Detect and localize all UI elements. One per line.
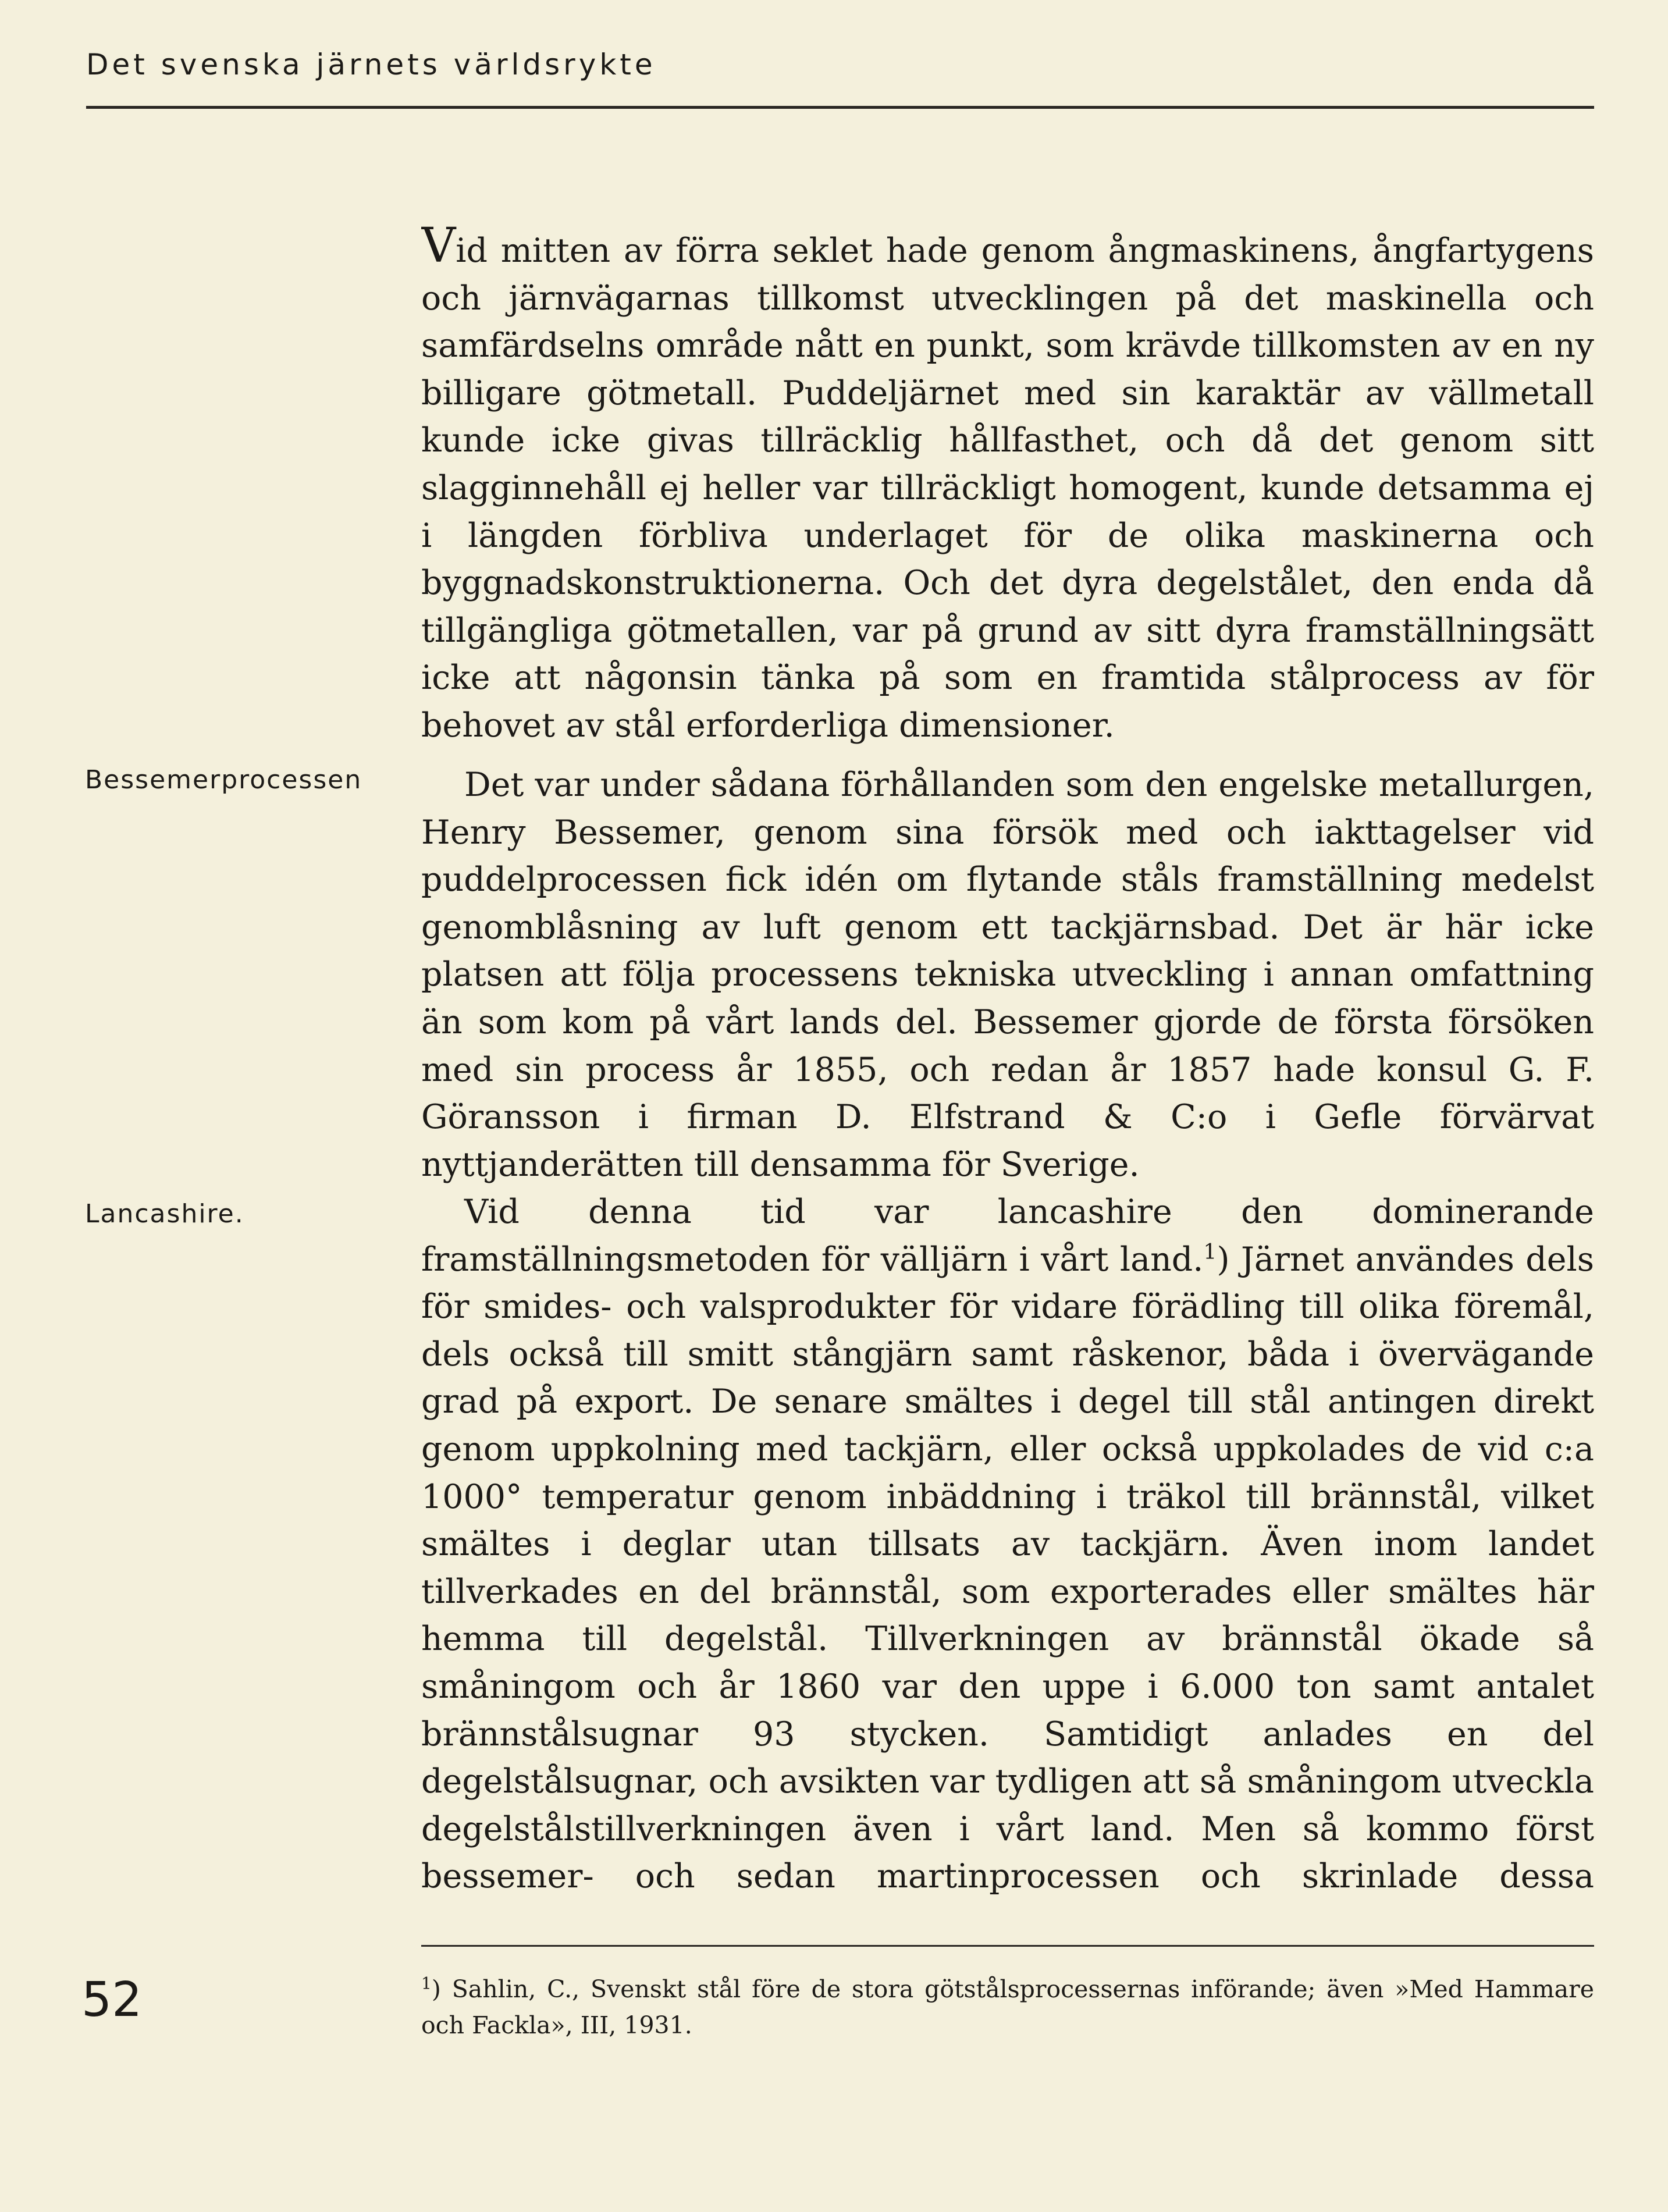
- margin-note-lancashire: Lancashire.: [85, 1199, 244, 1229]
- paragraph-3-text-after-ref: ) Järnet användes dels för smides- och valsprodukter för vidare förädling till olika föremål, dels också till smitt stångjärn samt råskenor, båda i övervägande grad på export. De senare smältes i degel till stål antingen direkt genom uppkolning med tackjärn, eller också uppkolades de vid c:a 1000° temperatur genom inbäddning i träkol till brännstål, vilket smältes i deglar utan tillsats av tackjärn. Även inom landet tillverkades en del brännstål, som exporterades eller smältes här hemma till degelstål. Tillverkningen av brännstål ökade så småningom och år 1860 var den uppe i 6.000 ton samt antalet brännstålsugnar 93 stycken. Samtidigt anlades en del degelstålsugnar, och avsikten var tydligen att så småningom utveckla degelstålstillverkningen även i vårt land. Men så kommo först bessemer- och sedan martinprocessen och skrinlade dessa: [421, 1240, 1594, 1896]
- footnote-rule: [421, 1945, 1594, 1947]
- footnote-marker: 1: [421, 1973, 432, 1993]
- header-rule: [86, 106, 1594, 109]
- paragraph-2: Det var under sådana förhållanden som den engelske metallurgen, Henry Bessemer, genom sina försök med och iakttagelser vid puddelprocessen fick idén om flytande ståls framställning medelst genomblåsning av luft genom ett tackjärnsbad. Det är här icke platsen att följa processens tekniska utveckling i annan omfattning än som kom på vårt lands del. Bessemer gjorde de första försöken med sin process år 1855, och redan år 1857 hade konsul G. F. Göransson i firman D. Elfstrand & C:o i Gefle förvärvat nyttjanderätten till densamma för Sverige.: [421, 766, 1594, 1184]
- running-title: Det svenska järnets världsrykte: [86, 48, 656, 81]
- page-number: 52: [81, 1972, 143, 2028]
- footnote-text: ) Sahlin, C., Svenskt stål före de stora götstålsprocessernas införande; även »Med Hammare och Fackla», III, 1931.: [421, 1975, 1594, 2039]
- paragraph-1: [421, 222, 1594, 762]
- margin-note-bessemerprocessen: Bessemerprocessen: [85, 765, 362, 795]
- paragraph-3-text-before-ref: Vid denna tid var lancashire den dominerande framställningsmetoden för välljärn i vårt land.: [421, 1193, 1594, 1279]
- initial-letter: V: [421, 222, 456, 273]
- footnote-reference: 1: [1203, 1240, 1217, 1264]
- main-text-column: [421, 222, 1594, 1898]
- footnote: [421, 1971, 1594, 2043]
- paragraph-3: [421, 1189, 1594, 1898]
- paragraph-1-text: id mitten av förra seklet hade genom ångmaskinens, ångfartygens och järnvägarnas tillkomst utvecklingen på det maskinella och samfärdselns område nått en punkt, som krävde tillkomsten av en ny billigare götmetall. Puddeljärnet med sin karaktär av vällmetall kunde icke givas tillräcklig hållfasthet, och då det genom sitt slagginnehåll ej heller var tillräckligt homogent, kunde detsamma ej i längden förbliva underlaget för de olika maskinerna och byggnadskonstruktionerna. Och det dyra degelstålet, den enda då tillgängliga götmetallen, var på grund av sitt dyra framställningsätt icke att någonsin tänka på som en framtida stålprocess av för behovet av stål erforderliga dimensioner.: [421, 232, 1594, 745]
